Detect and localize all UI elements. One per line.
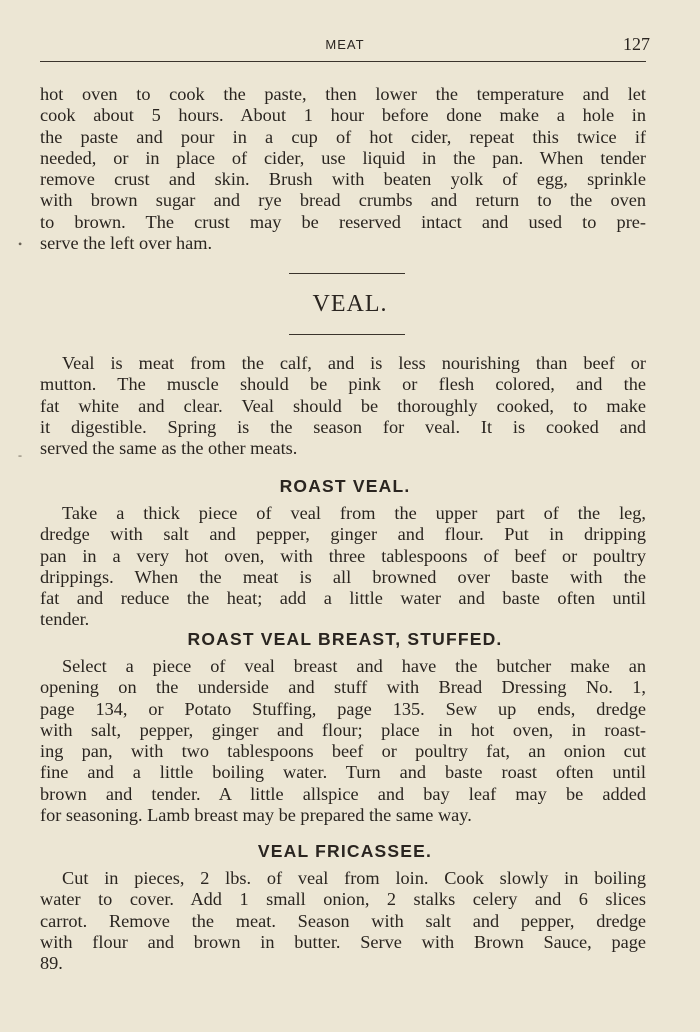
text-line: carrot. Remove the meat. Season with salt and pepper, dredge	[40, 910, 646, 931]
text-line: opening on the underside and stuff with Bread Dressing No. 1,	[40, 677, 646, 698]
recipe-title: ROAST VEAL BREAST, STUFFED.	[187, 629, 503, 649]
running-title: MEAT	[325, 37, 365, 52]
text-line: brown and tender. A little allspice and bay leaf may be added	[40, 783, 646, 804]
running-head	[40, 34, 650, 56]
text-line: with brown sugar and rye bread crumbs and return to the oven	[40, 190, 646, 211]
text-line: cook about 5 hours. About 1 hour before done make a hole in	[40, 105, 646, 126]
text-line: the paste and pour in a cup of hot cider, repeat this twice if	[40, 126, 646, 147]
section-title: VEAL.	[312, 291, 388, 317]
continuation-paragraph	[40, 84, 646, 254]
recipe-body	[40, 503, 646, 631]
text-line: water to cover. Add 1 small onion, 2 stalks celery and 6 slices	[40, 889, 646, 910]
recipe-title: ROAST VEAL.	[279, 476, 411, 496]
text-line: Take a thick piece of veal from the upper part of the leg,	[62, 503, 646, 523]
text-line: served the same as the other meats.	[40, 438, 298, 459]
text-line: pan in a very hot oven, with three tablespoons of beef or poultry	[40, 545, 646, 566]
text-line: Cut in pieces, 2 lbs. of veal from loin. Cook slowly in boiling	[62, 868, 646, 888]
text-line: hot oven to cook the paste, then lower the temperature and let	[40, 84, 646, 104]
text-line: tender.	[40, 609, 90, 630]
text-line: needed, or in place of cider, use liquid in the pan. When tender	[40, 147, 646, 168]
recipe-body	[40, 656, 646, 826]
text-line: fat and reduce the heat; add a little water and baste often until	[40, 588, 646, 609]
text-line: to brown. The crust may be reserved intact and used to pre-	[40, 211, 646, 232]
margin-dash: -	[18, 448, 22, 462]
recipe-body	[40, 868, 646, 974]
veal-intro-paragraph	[40, 353, 646, 459]
recipe-title: VEAL FRICASSEE.	[257, 841, 433, 861]
text-line: page 134, or Potato Stuffing, page 135. Sew up ends, dredge	[40, 698, 646, 719]
text-line: with flour and brown in butter. Serve with Brown Sauce, page	[40, 931, 646, 952]
text-line: serve the left over ham.	[40, 233, 213, 254]
text-line: drippings. When the meat is all browned over baste with the	[40, 566, 646, 587]
section-rule-top	[289, 273, 405, 274]
section-rule-bottom	[289, 334, 405, 335]
text-line: Veal is meat from the calf, and is less nourishing than beef or	[62, 353, 646, 373]
text-line: fine and a little boiling water. Turn and baste roast often until	[40, 762, 646, 783]
text-line: fat white and clear. Veal should be thoroughly cooked, to make	[40, 395, 646, 416]
text-line: 89.	[40, 953, 63, 974]
text-line: it digestible. Spring is the season for veal. It is cooked and	[40, 416, 646, 437]
text-line: dredge with salt and pepper, ginger and flour. Put in dripping	[40, 524, 646, 545]
margin-dot: •	[18, 237, 23, 251]
text-line: for seasoning. Lamb breast may be prepared the same way.	[40, 805, 472, 826]
text-line: Select a piece of veal breast and have the butcher make an	[62, 656, 646, 676]
text-line: with salt, pepper, ginger and flour; place in hot oven, in roast-	[40, 719, 646, 740]
text-line: remove crust and skin. Brush with beaten yolk of egg, sprinkle	[40, 169, 646, 190]
text-line: mutton. The muscle should be pink or flesh colored, and the	[40, 374, 646, 395]
page-number: 127	[623, 34, 650, 54]
text-line: ing pan, with two tablespoons beef or poultry fat, an onion cut	[40, 741, 646, 762]
header-rule	[40, 61, 646, 62]
